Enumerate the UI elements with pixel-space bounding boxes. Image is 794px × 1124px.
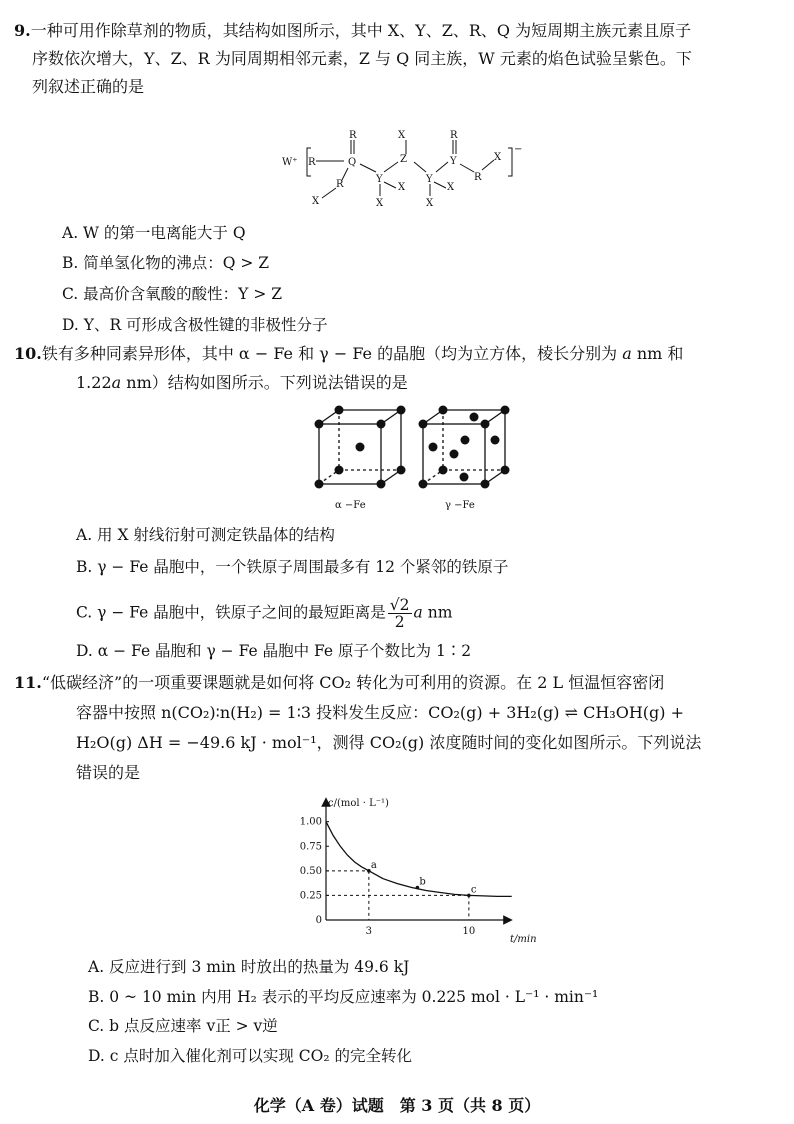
page-footer: 化学（A 卷）试题 第 3 页（共 8 页） bbox=[253, 1096, 541, 1115]
y-axis-label: c/(mol · L⁻¹) bbox=[328, 798, 389, 809]
q11-option-a: A. 反应进行到 3 min 时放出的热量为 49.6 kJ bbox=[88, 958, 410, 976]
svg-text:Q: Q bbox=[348, 157, 357, 168]
q9-option-b: B. 简单氢化物的沸点：Q > Z bbox=[62, 254, 270, 272]
q9-number: 9. bbox=[14, 21, 31, 40]
q10-option-c: C. γ − Fe 晶胞中，铁原子之间的最短距离是 $\frac{√2}{2}$ a nm bbox=[76, 596, 453, 631]
svg-text:R: R bbox=[308, 157, 316, 168]
q11-option-b: B. 0 ~ 10 min 内用 H₂ 表示的平均反应速率为 0.225 mol · L⁻¹ · min⁻¹ bbox=[88, 988, 599, 1006]
q10-line2: 1.22a nm）结构如图所示。下列说法错误的是 bbox=[76, 373, 408, 392]
point-label-b: b bbox=[419, 876, 426, 888]
y-tick-label-2: 0.50 bbox=[299, 865, 322, 877]
svg-text:R: R bbox=[450, 130, 458, 141]
svg-text:R: R bbox=[349, 130, 357, 141]
svg-text:R: R bbox=[336, 179, 344, 190]
q9-w-ion: W⁺ bbox=[282, 157, 298, 168]
point-label-c: c bbox=[470, 884, 477, 896]
q11-line4: 错误的是 bbox=[76, 763, 141, 782]
q9-line3: 列叙述正确的是 bbox=[32, 77, 145, 96]
q10-option-a: A. 用 X 射线衍射可测定铁晶体的结构 bbox=[76, 526, 335, 544]
q11-option-d: D. c 点时加入催化剂可以实现 CO₂ 的完全转化 bbox=[88, 1047, 412, 1065]
point-label-a: a bbox=[370, 859, 377, 871]
q10-fraction: $\frac{√2}{2}$ bbox=[389, 596, 410, 631]
svg-text:−: − bbox=[514, 144, 523, 155]
y-tick-label-0: 0 bbox=[315, 915, 322, 926]
q9-line2: 序数依次增大，Y、Z、R 为同周期相邻元素，Z 与 Q 同主族，W 元素的焰色试验呈紫色。下 bbox=[32, 49, 692, 68]
q10-crystal-cells bbox=[305, 400, 525, 518]
svg-text:X: X bbox=[447, 182, 455, 193]
q9-option-c: C. 最高价含氧酸的酸性：Y > Z bbox=[62, 285, 283, 303]
svg-text:Z: Z bbox=[400, 154, 407, 165]
label-alpha-fe: α −Fe bbox=[335, 500, 366, 511]
y-tick-label-3: 0.75 bbox=[299, 841, 322, 853]
q9-option-d: D. Y、R 可形成含极性键的非极性分子 bbox=[62, 316, 328, 334]
q9-line1: 9.一种可用作除草剂的物质，其结构如图所示，其中 X、Y、Z、R、Q 为短周期主族元素且原子 bbox=[14, 21, 692, 40]
svg-text:X: X bbox=[376, 198, 384, 209]
svg-text:Y: Y bbox=[376, 174, 383, 185]
q9-option-a: A. W 的第一电离能大于 Q bbox=[62, 224, 246, 242]
svg-text:Y: Y bbox=[450, 156, 457, 167]
svg-text:X: X bbox=[494, 152, 502, 163]
svg-text:X: X bbox=[398, 130, 406, 141]
x-axis-label: t/min bbox=[510, 934, 537, 945]
svg-text:X: X bbox=[426, 198, 434, 209]
y-tick-label-1: 0.25 bbox=[299, 890, 322, 902]
q11-option-c: C. b 点反应速率 v正 > v逆 bbox=[88, 1017, 278, 1035]
q11-line1: 11.“低碳经济”的一项重要课题就是如何将 CO₂ 转化为可利用的资源。在 2 L 恒温恒容密闭 bbox=[14, 673, 665, 692]
svg-text:X: X bbox=[398, 182, 406, 193]
label-gamma-fe: γ −Fe bbox=[445, 500, 475, 511]
q10-option-d: D. α − Fe 晶胞和 γ − Fe 晶胞中 Fe 原子个数比为 1∶2 bbox=[76, 642, 472, 660]
q9-structure-diagram bbox=[280, 118, 530, 210]
q11-line2: 容器中按照 n(CO₂)∶n(H₂) = 1∶3 投料发生反应：CO₂(g) + 3H₂(g) ⇌ CH₃OH(g) + bbox=[76, 703, 684, 722]
co2-concentration-chart bbox=[280, 792, 560, 952]
x-tick-label-1: 10 bbox=[462, 926, 476, 937]
q10-option-b: B. γ − Fe 晶胞中，一个铁原子周围最多有 12 个紧邻的铁原子 bbox=[76, 558, 509, 576]
q10-line1: 10.铁有多种同素异形体，其中 α − Fe 和 γ − Fe 的晶胞（均为立方体，棱长分别为 a nm 和 bbox=[14, 344, 684, 363]
svg-text:R: R bbox=[474, 172, 482, 183]
svg-text:X: X bbox=[312, 196, 320, 207]
y-tick-label-4: 1.00 bbox=[299, 816, 322, 828]
svg-text:Y: Y bbox=[426, 174, 433, 185]
x-tick-label-0: 3 bbox=[365, 926, 373, 937]
q11-line3: H₂O(g) ΔH = −49.6 kJ · mol⁻¹，测得 CO₂(g) 浓度随时间的变化如图所示。下列说法 bbox=[76, 733, 702, 752]
